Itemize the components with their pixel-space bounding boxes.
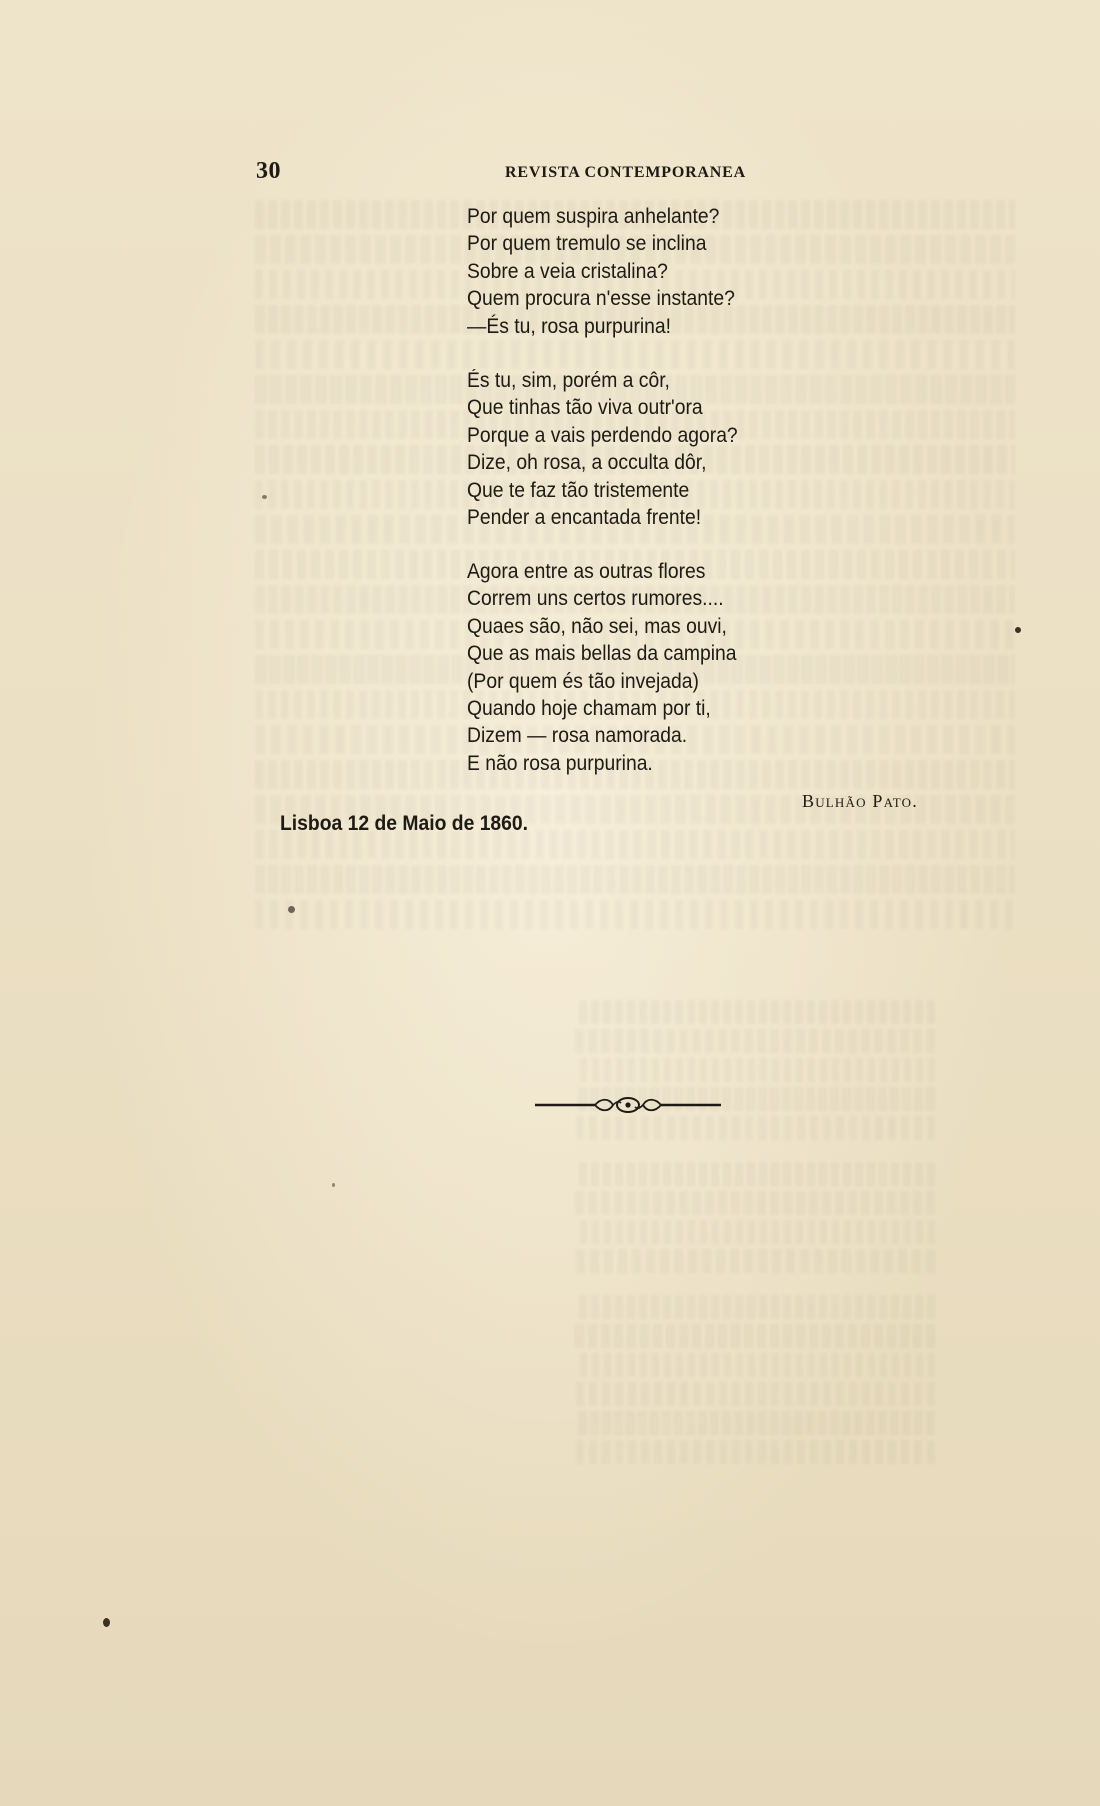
poem-line: Por quem suspira anhelante? — [467, 205, 720, 228]
tailpiece-ornament-icon — [535, 1090, 721, 1120]
paper-speck — [262, 495, 267, 499]
author-signature: Bulhão Pato. — [802, 791, 918, 811]
poem-stanza — [467, 203, 735, 340]
poem-line: (Por quem és tão invejada) — [467, 669, 699, 693]
paper-speck — [103, 1618, 110, 1627]
poem-line: Porque a vais perdendo agora? — [467, 423, 738, 447]
poem-line: Sobre a veia cristalina? — [467, 259, 668, 283]
paper-speck — [332, 1183, 335, 1187]
paper-speck — [288, 906, 295, 913]
page-header — [0, 158, 1100, 188]
page-number: 30 — [256, 158, 281, 184]
poem-line: —És tu, rosa purpurina! — [467, 314, 672, 338]
poem-stanza — [467, 558, 737, 777]
poem-line: Que tinhas tão viva outr'ora — [467, 396, 703, 420]
running-title: REVISTA CONTEMPORANEA — [505, 164, 746, 181]
poem-line: Agora entre as outras flores — [467, 560, 706, 583]
poem-stanza — [467, 367, 738, 531]
poem-line: És tu, sim, porém a côr, — [467, 369, 670, 392]
poem-line: Dizem — rosa namorada. — [467, 724, 688, 748]
poem-line: Quem procura n'esse instante? — [467, 287, 735, 311]
poem-line: Quaes são, não sei, mas ouvi, — [467, 614, 727, 638]
dateline: Lisboa 12 de Maio de 1860. — [280, 812, 529, 835]
poem-line: Dize, oh rosa, a occulta dôr, — [467, 451, 707, 475]
poem-line: Que as mais bellas da campina — [467, 642, 737, 666]
poem-line: Correm uns certos rumores.... — [467, 587, 724, 611]
poem-line: Pender a encantada frente! — [467, 505, 702, 529]
paper-speck — [1015, 627, 1021, 633]
poem-line: Por quem tremulo se inclina — [467, 232, 707, 256]
poem-line: Quando hoje chamam por ti, — [467, 696, 711, 720]
poem-line: Que te faz tão tristemente — [467, 478, 690, 502]
poem-line: E não rosa purpurina. — [467, 751, 653, 775]
